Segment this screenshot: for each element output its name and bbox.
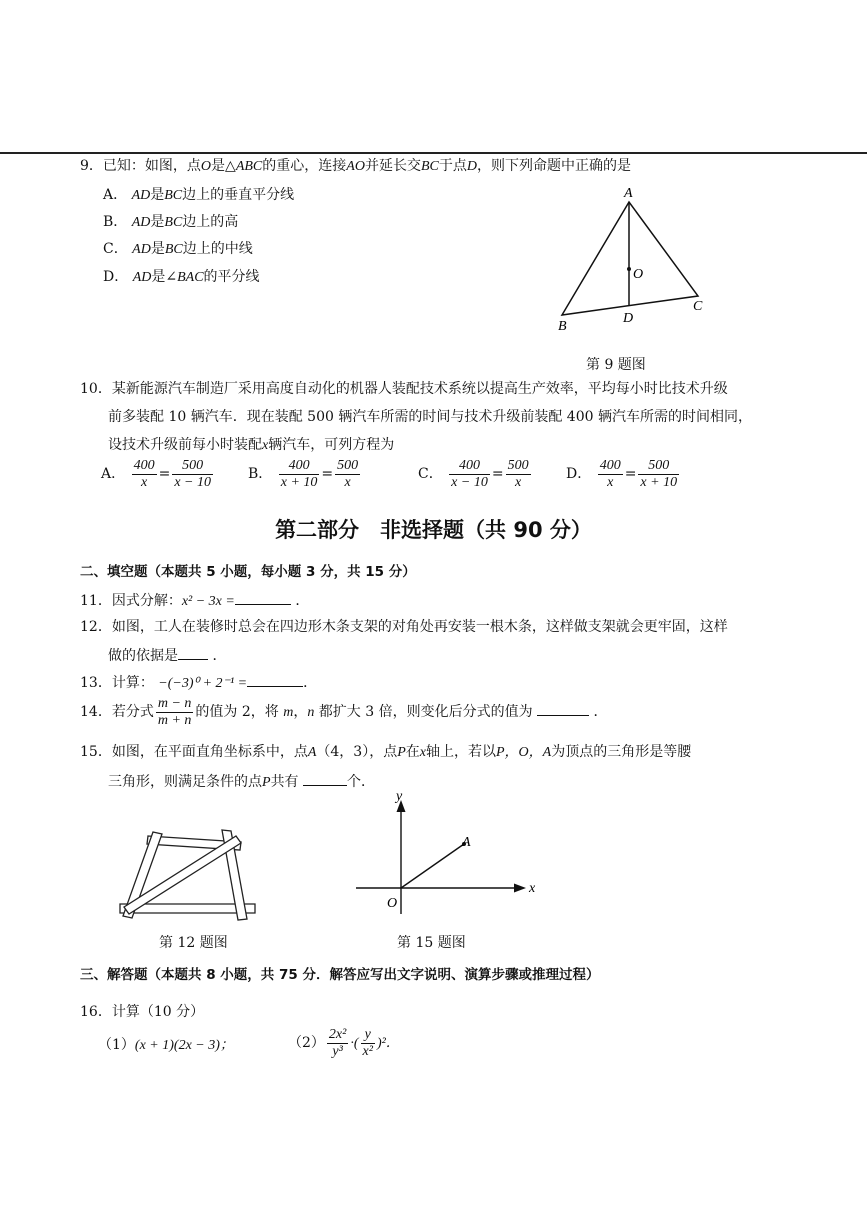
q16-title: 16．计算（10 分） [80,1004,205,1020]
q10-option-d: D． $\frac{400}{x}$ = $\frac{500}{x + 10}$ [566,457,678,490]
q9-option-d: D． AD是∠BAC的平分线 [103,269,260,285]
section2-title: 二、填空题（本题共 5 小题，每小题 3 分，共 15 分） [80,564,416,580]
q10-option-c: C． $\frac{400}{x - 10}$ = $\frac{500}{x}$ [418,457,529,490]
label-b: B [558,319,567,334]
fig15-caption: 第 15 题图 [397,935,466,951]
q15-line1: 15．如图，在平面直角坐标系中，点A（4，3），点P在x轴上，若以P，O，A为顶点的三角形是等腰 [80,744,692,760]
top-rule [0,152,867,154]
q9-option-c: C． AD是BC边上的中线 [103,241,253,257]
origin-label: O [387,896,398,911]
label-c: C [693,299,703,314]
q14-answer-blank[interactable] [537,701,589,716]
triangle-abc [562,202,698,315]
q10-line1: 10．某新能源汽车制造厂采用高度自动化的机器人装配技术系统以提高生产效率，平均每小时比技术升级 [80,381,728,397]
segment-oa [401,844,464,888]
q12-line2: 做的依据是 ． [108,645,226,666]
fig15-coordinate-plane [350,786,550,920]
q10-line3: 设技术升级前每小时装配x辆汽车，可列方程为 [108,437,395,453]
q13-answer-blank[interactable] [247,672,303,687]
q11: 11．因式分解：x² − 3x = ． [80,590,309,612]
part2-title: 第二部分 非选择题（共 90 分） [275,518,592,542]
q15-answer-blank[interactable] [303,771,347,786]
q11-answer-blank[interactable] [235,590,291,605]
q9-option-b: B． AD是BC边上的高 [103,214,239,230]
fig12-caption: 第 12 题图 [159,935,228,951]
q10-option-b: B． $\frac{400}{x + 10}$ = $\frac{500}{x}$ [248,457,359,490]
label-o: O [633,267,644,282]
y-axis-label: y [396,789,403,804]
q16-part2: （2） $\frac{\text{2x²}}{\text{y³}}$ ·( $\frac{y}{\text{x²}}$ )²． [288,1026,400,1059]
q12-line1: 12．如图，工人在装修时总会在四边形木条支架的对角处再安装一根木条，这样做支架就会更牢固，这样 [80,619,728,635]
q9-option-a: A． AD是BC边上的垂直平分线 [103,187,295,203]
q13: 13．计算： −(−3)⁰ + 2⁻¹ = ． [80,672,317,694]
q12-answer-blank[interactable] [178,645,208,660]
section3-title: 三、解答题（本题共 8 小题，共 75 分．解答应写出文字说明、演算步骤或推理过程） [80,967,600,983]
q9-caption: 第 9 题图 [586,357,646,373]
q9-stem: 9．已知：如图，点O是△ABC的重心，连接AO并延长交BC于点D，则下列命题中正确的是 [80,158,631,174]
x-axis-arrow [514,884,526,893]
q9-triangle-figure [550,182,720,342]
q10-option-a: A． $\frac{400}{x}$ = $\frac{500}{x - 10}$ [101,457,211,490]
q14: 14．若分式 $\frac{m - n}{m + n}$ 的值为 2，将 m，n 都扩大 3 倍，则变化后分式的值为 ． [80,695,608,728]
q16-part1: （1）(x + 1)(2x − 3)； [98,1037,234,1053]
q15-line2: 三角形，则满足条件的点P共有 个． [108,771,375,793]
label-a: A [624,186,633,201]
label-d: D [623,311,634,326]
x-axis-label: x [529,881,536,896]
centroid-point [627,267,631,271]
fig12-wooden-frame [110,826,265,926]
point-a-label: A [462,835,471,850]
q10-line2: 前多装配 10 辆汽车．现在装配 500 辆汽车所需的时间与技术升级前装配 400 辆汽车所需的时间相同， [108,409,752,425]
